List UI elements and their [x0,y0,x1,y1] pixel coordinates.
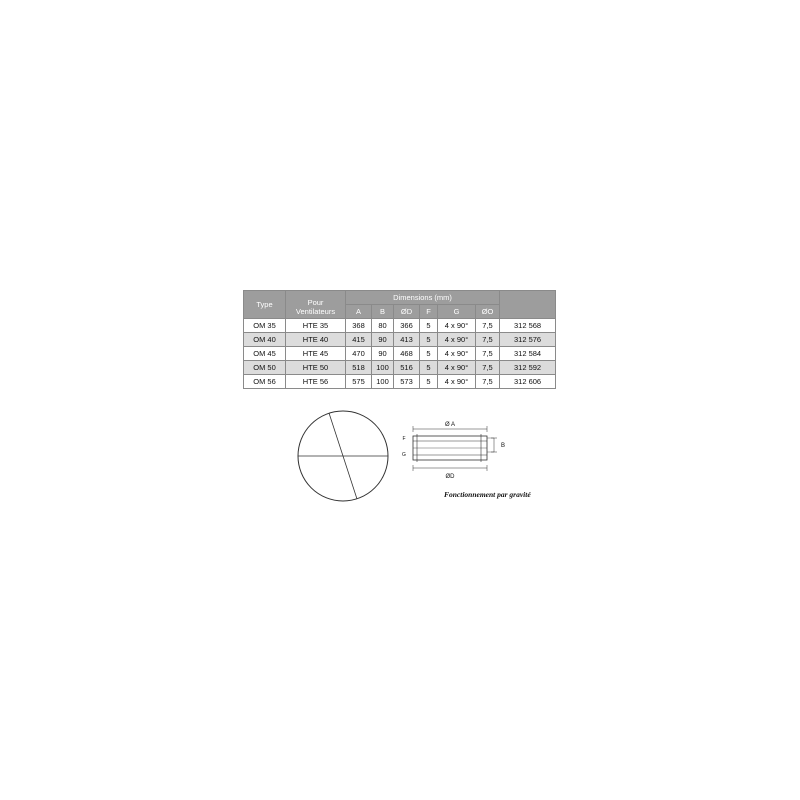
cell-f: 5 [420,375,438,389]
table-row [244,361,556,375]
table-row [244,333,556,347]
cell-f: 5 [420,347,438,361]
header-type: Type [244,291,286,319]
label-dimension-g: G [402,452,406,458]
cell-a: 575 [346,375,372,389]
cell-ventilateur: HTE 40 [286,333,346,347]
header-oo: ØO [476,305,500,319]
header-dimensions: Dimensions (mm) [346,291,500,305]
cell-f: 5 [420,319,438,333]
cell-a: 415 [346,333,372,347]
header-reference [500,291,556,319]
table-row [244,347,556,361]
cell-a: 518 [346,361,372,375]
header-b: B [372,305,394,319]
front-view-drawing [293,406,393,506]
cell-oo: 7,5 [476,361,500,375]
cell-g: 4 x 90° [438,333,476,347]
cell-g: 4 x 90° [438,319,476,333]
cell-b: 90 [372,333,394,347]
label-dimension-b: B [501,443,506,449]
cell-type: OM 45 [244,347,286,361]
cell-ventilateur: HTE 45 [286,347,346,361]
cell-od: 573 [394,375,420,389]
header-g: G [438,305,476,319]
cell-b: 100 [372,375,394,389]
cell-g: 4 x 90° [438,375,476,389]
cell-type: OM 35 [244,319,286,333]
header-pour-ventilateurs [286,291,346,319]
label-diameter-d: ØD [445,474,455,480]
cell-a: 368 [346,319,372,333]
spec-table [243,290,556,389]
cell-f: 5 [420,333,438,347]
cell-reference: 312 568 [500,319,556,333]
spec-table-container [243,290,555,389]
cell-oo: 7,5 [476,333,500,347]
cell-oo: 7,5 [476,347,500,361]
cell-g: 4 x 90° [438,347,476,361]
cell-oo: 7,5 [476,375,500,389]
technical-drawing-area [243,398,573,513]
side-view-drawing [393,408,573,488]
cell-a: 470 [346,347,372,361]
cell-f: 5 [420,361,438,375]
cell-od: 468 [394,347,420,361]
cell-od: 413 [394,333,420,347]
drawing-caption: Fonctionnement par gravité [444,490,531,499]
header-a: A [346,305,372,319]
cell-od: 366 [394,319,420,333]
cell-od: 516 [394,361,420,375]
cell-ventilateur: HTE 56 [286,375,346,389]
cell-reference: 312 592 [500,361,556,375]
cell-b: 90 [372,347,394,361]
cell-type: OM 50 [244,361,286,375]
header-od: ØD [394,305,420,319]
cell-reference: 312 584 [500,347,556,361]
table-row [244,375,556,389]
cell-g: 4 x 90° [438,361,476,375]
cell-reference: 312 606 [500,375,556,389]
header-f: F [420,305,438,319]
cell-ventilateur: HTE 50 [286,361,346,375]
table-header [244,291,556,319]
cell-oo: 7,5 [476,319,500,333]
cell-b: 100 [372,361,394,375]
cell-ventilateur: HTE 35 [286,319,346,333]
table-row [244,319,556,333]
table-body [244,319,556,389]
cell-b: 80 [372,319,394,333]
label-dimension-f: F [402,436,406,442]
table-header-row-1 [244,291,556,305]
label-diameter-a: Ø A [444,422,456,428]
header-pour-line2: Ventilateurs [295,306,336,316]
cell-type: OM 40 [244,333,286,347]
cell-reference: 312 576 [500,333,556,347]
header-pour-line1: Pour [307,297,324,307]
cell-type: OM 56 [244,375,286,389]
